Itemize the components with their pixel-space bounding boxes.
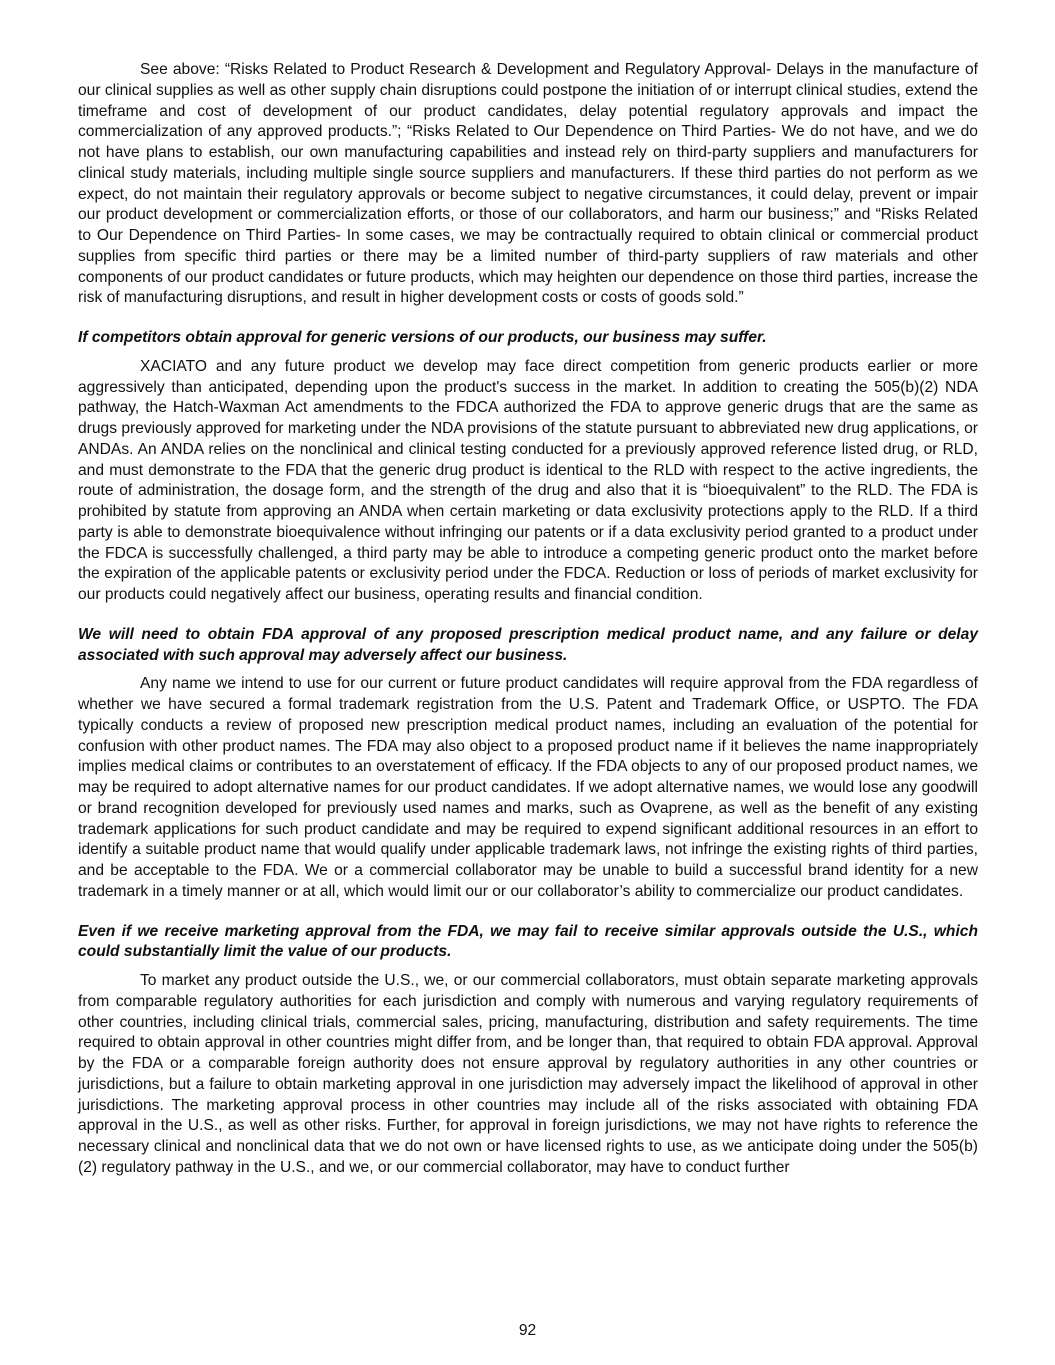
document-page	[78, 60, 978, 1179]
page-number: 92	[518, 1322, 537, 1339]
heading-foreign-approvals: Even if we receive marketing approval from the FDA, we may fail to receive similar approvals outside the U.S., which could substantially limit the value of our products.	[78, 922, 978, 961]
heading-product-name-approval: We will need to obtain FDA approval of any proposed prescription medical product name, and any failure or delay associated with such approval may adversely affect our business.	[78, 625, 978, 664]
heading-generic-competition: If competitors obtain approval for generic versions of our products, our business may suffer.	[78, 329, 767, 346]
paragraph-supply-risks: See above: “Risks Related to Product Research & Development and Regulatory Approval- Delays in the manufacture of our clinical supplies as well as other supply chain disruptions could postpone the initiation of or interrupt clinical studies, extend the timeframe and cost of development of our product candidates, delay potential regulatory approvals and impact the commercialization of any approved products.”; “Risks Related to Our Dependence on Third Parties- We do not have, and we do not have plans to establish, our own manufacturing capabilities and instead rely on third-party suppliers and manufacturers for clinical study materials, including multiple single source suppliers and manufacturers. If these third parties do not perform as we expect, do not maintain their regulatory approvals or become subject to negative circumstances, it could delay, prevent or impair our product development or commercialization efforts, or those of our collaborators, and harm our business;” and “Risks Related to Our Dependence on Third Parties- In some cases, we may be contractually required to obtain clinical or commercial product supplies from specific third parties or there may be a limited number of third-party suppliers of raw materials and other components of our product candidates or future products, which may heighten our dependence on those third parties, increase the risk of manufacturing disruptions, and result in higher development costs or costs of goods sold.”	[78, 61, 978, 307]
paragraph-foreign-approvals: To market any product outside the U.S., we, or our commercial collaborators, must obtain separate marketing approvals from comparable regulatory authorities for each jurisdiction and comply with numerous and varying regulatory requirements of other countries, including clinical trials, commercial sales, pricing, manufacturing, distribution and safety requirements. The time required to obtain approval in other countries might differ from, and be longer than, that required to obtain FDA approval. Approval by the FDA or a comparable foreign authority does not ensure approval by regulatory authorities in any other countries or jurisdictions, but a failure to obtain marketing approval in one jurisdiction may adversely impact the likelihood of approval in other jurisdictions. The marketing approval process in other countries may include all of the risks associated with obtaining FDA approval in the U.S., as well as other risks. Further, for approval in foreign jurisdictions, we may not have rights to reference the necessary clinical and nonclinical data that we do not own or have licensed rights to use, as we anticipate doing under the 505(b)(2) regulatory pathway in the U.S., and we, or our commercial collaborator, may have to conduct further	[78, 972, 978, 1176]
paragraph-generic-competition: XACIATO and any future product we develop may face direct competition from generic products earlier or more aggressively than anticipated, depending upon the product's success in the market. In addition to creating the 505(b)(2) NDA pathway, the Hatch-Waxman Act amendments to the FDCA authorized the FDA to approve generic drugs that are the same as drugs previously approved for marketing under the NDA provisions of the statute pursuant to abbreviated new drug applications, or ANDAs. An ANDA relies on the nonclinical and clinical testing conducted for a previously approved reference listed drug, or RLD, and must demonstrate to the FDA that the generic drug product is identical to the RLD with respect to the active ingredients, the route of administration, the dosage form, and the strength of the drug and also that it is “bioequivalent” to the RLD. The FDA is prohibited by statute from approving an ANDA when certain marketing or data exclusivity protections apply to the RLD. If a third party is able to demonstrate bioequivalence without infringing our patents or if a data exclusivity period granted to a product under the FDCA is successfully challenged, a third party may be able to introduce a competing generic product onto the market before the expiration of the applicable patents or exclusivity period under the FDCA. Reduction or loss of periods of market exclusivity for our products could negatively affect our business, operating results and financial condition.	[78, 357, 978, 603]
paragraph-product-name-approval: Any name we intend to use for our current or future product candidates will require approval from the FDA regardless of whether we have secured a formal trademark registration from the U.S. Patent and Trademark Office, or USPTO. The FDA typically conducts a review of proposed new prescription medical product names, including an evaluation of the potential for confusion with other product names. The FDA may also object to a proposed product name if it believes the name inappropriately implies medical claims or contributes to an overstatement of efficacy. If the FDA objects to any of our proposed product names, we may be required to adopt alternative names for our product candidates. If we adopt alternative names, we would lose any goodwill or brand recognition developed for previously used names and marks, such as Ovaprene, as well as the benefit of any existing trademark applications for such product candidate and may be required to expend significant additional resources in an effort to identify a suitable product name that would qualify under applicable trademark laws, not infringe the existing rights of third parties, and be acceptable to the FDA. We or a commercial collaborator may be unable to build a successful brand identity for a new trademark in a timely manner or at all, which would limit our or our collaborator’s ability to commercialize our product candidates.	[78, 675, 978, 900]
